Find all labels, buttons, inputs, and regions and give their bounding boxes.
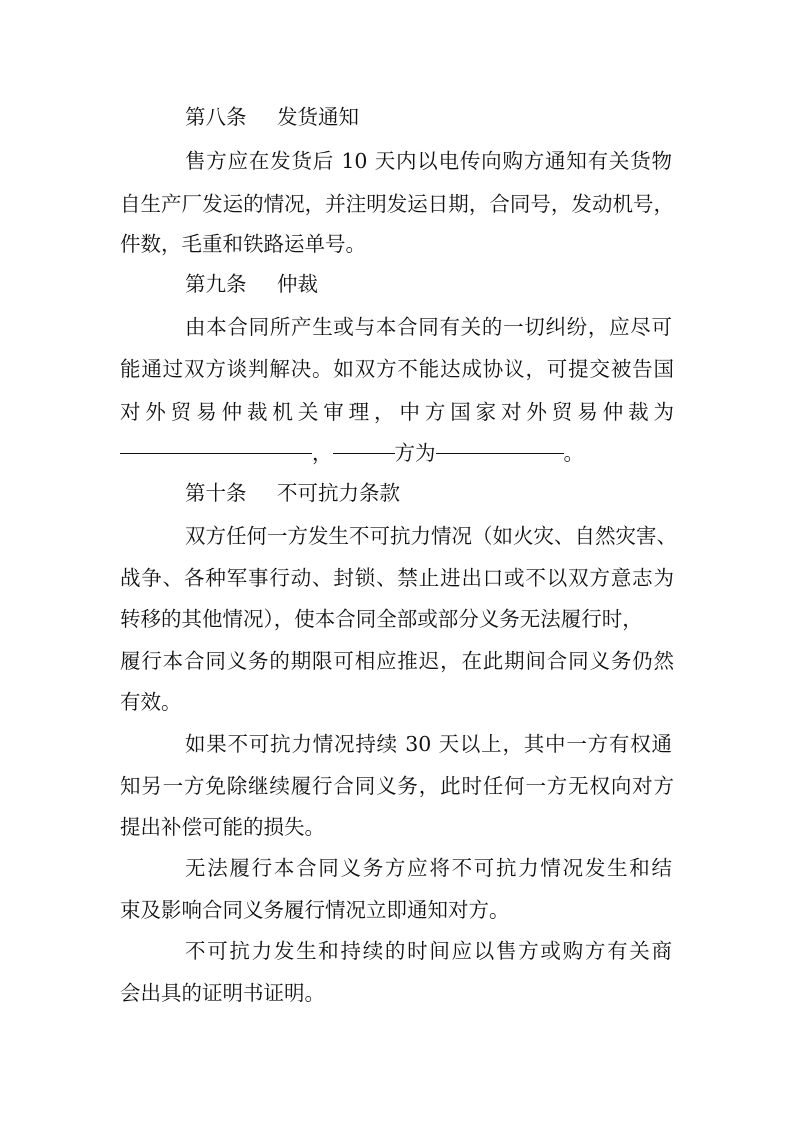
article-10-p1-line-2: 战争、各种军事行动、封锁、禁止进出口或不以双方意志为	[120, 566, 674, 590]
article-10-p2-line-2: 知另一方免除继续履行合同义务，此时任何一方无权向对方	[120, 774, 674, 798]
arbitration-body-blank	[120, 433, 312, 454]
article-10-p1-line-4: 履行本合同义务的期限可相应推迟，在此期间合同义务仍然	[120, 649, 674, 673]
article-8-heading	[185, 96, 359, 138]
article-9-fill-line	[120, 432, 584, 474]
article-10-number: 第十条	[185, 481, 247, 505]
article-10-p1-line-3: 转移的其他情况），使本合同全部或部分义务无法履行时，	[120, 607, 643, 631]
fill-party-suffix: 方为	[394, 441, 436, 465]
article-8-line-2: 自生产厂发运的情况，并注明发运日期，合同号，发动机号，	[120, 192, 674, 216]
article-9-line-3: 对外贸易仲裁机关审理，中方国家对外贸易仲裁为	[120, 400, 674, 424]
foreign-party-blank	[333, 433, 395, 454]
article-9-heading	[185, 263, 318, 305]
article-10-p2-line-3: 提出补偿可能的损失。	[120, 815, 325, 839]
article-10-p1-line-1: 双方任何一方发生不可抗力情况（如火灾、自然灾害、	[185, 524, 677, 548]
article-9-title: 仲裁	[277, 272, 319, 296]
article-10-p3-line-2: 束及影响合同义务履行情况立即通知对方。	[120, 898, 510, 922]
article-10-p1-line-5: 有效。	[120, 690, 182, 714]
article-8-title: 发货通知	[277, 105, 360, 129]
article-10-p4-line-1: 不可抗力发生和持续的时间应以售方或购方有关商	[185, 939, 672, 963]
article-10-title: 不可抗力条款	[277, 481, 401, 505]
article-10-p4-line-2: 会出具的证明书证明。	[120, 981, 325, 1005]
article-8-line-1: 售方应在发货后 10 天内以电传向购方通知有关货物	[185, 149, 672, 173]
article-9-line-1: 由本合同所产生或与本合同有关的一切纠纷，应尽可	[185, 315, 672, 339]
fill-period: 。	[563, 441, 584, 465]
article-9-number: 第九条	[185, 272, 247, 296]
article-10-p3-line-1: 无法履行本合同义务方应将不可抗力情况发生和结	[185, 856, 672, 880]
foreign-arbitration-blank	[436, 433, 564, 454]
article-10-heading	[185, 472, 400, 514]
article-10-p2-line-1: 如果不可抗力情况持续 30 天以上，其中一方有权通	[185, 732, 672, 756]
article-9-line-2: 能通过双方谈判解决。如双方不能达成协议，可提交被告国	[120, 357, 674, 381]
article-8-line-3: 件数，毛重和铁路运单号。	[120, 232, 366, 256]
article-8-number: 第八条	[185, 105, 247, 129]
fill-comma: ，	[312, 441, 333, 465]
